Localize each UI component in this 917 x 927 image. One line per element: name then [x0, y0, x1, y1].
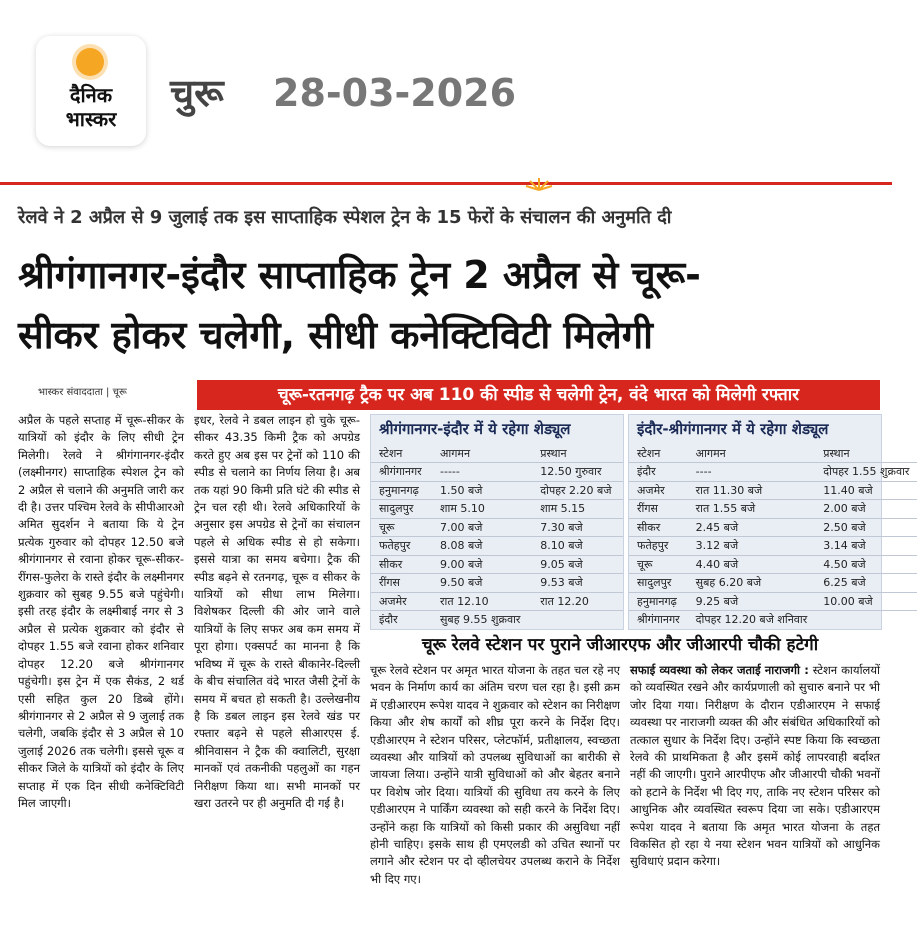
arrival-cell: 1.50 बजे: [432, 481, 532, 500]
station-cell: इंदौर: [629, 463, 688, 482]
arrival-cell: 4.40 बजे: [688, 555, 816, 574]
departure-cell: 6.25 बजे: [815, 574, 917, 593]
table-row: [629, 463, 917, 482]
station-cell: चूरू: [629, 555, 688, 574]
table-row: [629, 574, 917, 593]
article-column-4-text: स्टेशन कार्यालयों को व्यवस्थित रखने और कार्यप्रणाली को सुचारु बनाने पर भी जोर दिया गया। निरीक्षण के दौरान एडीआरएम ने सफाई व्यवस्था पर नाराजगी व्यक्त की और संबंधित अधिकारियों को तत्काल सुधार के निर्देश दिए। उन्होंने स्पष्ट किया कि स्वच्छता रेलवे की प्राथमिकता है और इसमें कोई लापरवाही बर्दाश्त नहीं की जाएगी। पुराने आरपीएफ और जीआरपी चौकी भवनों को हटाने के निर्देश भी दिए गए, ताकि नए स्टेशन परिसर को आधुनिक और व्यवस्थित स्वरूप दिया जा सके। एडीआरएम रूपेश यादव ने बताया कि अमृत भारत योजना के तहत विकसित हो रहा ये नया स्टेशन भवन यात्रियों को आधुनिक सुविधाएं प्रदान करेगा।: [630, 663, 880, 869]
departure-cell: दोपहर 1.55 शुक्रवार: [815, 463, 917, 482]
station-cell: रींगस: [629, 500, 688, 519]
departure-cell: [815, 611, 917, 629]
table-row: [371, 481, 623, 500]
arrival-cell: 8.08 बजे: [432, 537, 532, 556]
station-cell: सीकर: [371, 555, 432, 574]
table-row: [629, 518, 917, 537]
table-row: [371, 500, 623, 519]
table-row: [371, 537, 623, 556]
station-cell: इंदौर: [371, 611, 432, 629]
logo-text-line1: दैनिक: [69, 83, 113, 107]
table-row: [371, 555, 623, 574]
col-header-station: स्टेशन: [637, 447, 661, 460]
table-row: [371, 592, 623, 611]
headline-line-1: श्रीगंगानगर-इंदौर साप्ताहिक ट्रेन 2 अप्रैल से चूरू-: [18, 253, 701, 297]
arrival-cell: 9.25 बजे: [688, 592, 816, 611]
station-cell: अजमेर: [629, 481, 688, 500]
arrival-cell: ----: [688, 463, 816, 482]
arrival-cell: -----: [432, 463, 532, 482]
app-header: [0, 0, 892, 180]
table-row: [371, 611, 623, 629]
article-byline: भास्कर संवाददाता | चूरू: [38, 387, 127, 398]
departure-cell: शाम 5.15: [532, 500, 623, 519]
col-header-arrival: आगमन: [440, 447, 471, 460]
departure-cell: [532, 611, 623, 629]
departure-cell: 8.10 बजे: [532, 537, 623, 556]
article-column-1: अप्रैल के पहले सप्ताह में चूरू-सीकर के यात्रियों को इंदौर के लिए सीधी ट्रेन मिलेगी। रेलवे ने श्रीगंगानगर-इंदौर (लक्ष्मीनगर) साप्ताहिक स्पेशल ट्रेन को 2 अप्रैल से चलाने की अनुमति जारी कर दी है। उत्तर पश्चिम रेलवे के सीपीआरओ अमित सुदर्शन ने बताया कि ये ट्रेन प्रत्येक गुरुवार को दोपहर 12.50 बजे श्रीगंगानगर से रवाना होकर चूरू-सीकर-रींगस-फुलेरा के रास्ते इंदौर के लक्ष्मीनगर शुक्रवार को सुबह 9.55 बजे पहुंचेगी। इसी तरह इंदौर के लक्ष्मीबाई नगर से 3 अप्रैल से प्रत्येक शुक्रवार को इंदौर से दोपहर 1.55 बजे रवाना होकर शनिवार दोपहर 12.20 बजे श्रीगंगानगर पहुंचेगी। इस ट्रेन में एक सैकंड, 2 थर्ड एसी सहित कुल 20 डिब्बे होंगे। श्रीगंगानगर से 2 अप्रैल से 9 जुलाई तक चलेगी, जबकि इंदौर से 3 अप्रैल से 10 जुलाई 2026 तक चलेगी। इससे चूरू व सीकर जिले के यात्रियों को इंदौर के लिए सप्ताह में एक दिन सीधी कनेक्टिविटी मिल जाएगी।: [18, 413, 184, 810]
departure-cell: 11.40 बजे: [815, 481, 917, 500]
header-divider: [0, 182, 892, 185]
article-column-4: [630, 662, 880, 912]
article-column-2: इधर, रेलवे ने डबल लाइन हो चुके चूरू-सीकर 43.35 किमी ट्रैक को अपग्रेड करते हुए अब इस पर ट्रेनों को 110 की स्पीड से चलाने का निर्णय लिया है। अब तक यहां 90 किमी प्रति घंटे की स्पीड से ट्रेन चल रही थी। रेलवे अधिकारियों के अनुसार इस अपग्रेड से ट्रेनों का संचालन पहले से अधिक स्पीड से हो सकेगा। इससे यात्रा का समय बचेगा। ट्रैक की स्पीड बढ़ने से रतनगढ़, चूरू व सीकर के यात्रियों को सीधा लाभ मिलेगा। विशेषकर दिल्ली की ओर जाने वाले यात्रियों के लिए सफर अब कम समय में पूरा होगा। एक्सपर्ट का मानना है कि भविष्य में चूरू के रास्ते बीकानेर-दिल्ली के बीच संचालित वंदे भारत जैसी ट्रेनों के समय में बचत हो सकती है। उल्लेखनीय है कि डबल लाइन इस रेलवे खंड पर रफ्तार बढ़ने से पहले सीआरएस ई. श्रीनिवासन ने ट्रैक की क्वालिटी, सुरक्षा मानकों एवं तकनीकी पहलुओं का गहन निरीक्षण किया था। सभी मानकों पर खरा उतरने पर ही अनुमति दी गई है।: [194, 413, 360, 810]
sub-banner: चूरू-रतनगढ़ ट्रैक पर अब 110 की स्पीड से चलेगी ट्रेन, वंदे भारत को मिलेगी रफ्तार: [197, 380, 880, 410]
edition-city: चुरू: [170, 71, 224, 115]
arrival-cell: 9.00 बजे: [432, 555, 532, 574]
departure-cell: रात 12.20: [532, 592, 623, 611]
station-cell: फतेहपुर: [371, 537, 432, 556]
arrival-cell: 3.12 बजे: [688, 537, 816, 556]
col-header-departure: प्रस्थान: [540, 447, 567, 460]
schedule-table-title: इंदौर-श्रीगंगानगर में ये रहेगा शेड्यूल: [637, 420, 829, 438]
departure-cell: दोपहर 2.20 बजे: [532, 481, 623, 500]
arrival-cell: रात 11.30 बजे: [688, 481, 816, 500]
col-header-station: स्टेशन: [379, 447, 403, 460]
col-header-arrival: आगमन: [695, 447, 726, 460]
departure-cell: 4.50 बजे: [815, 555, 917, 574]
schedule-table-indore-ganganagar: [628, 414, 910, 630]
article-kicker: रेलवे ने 2 अप्रैल से 9 जुलाई तक इस साप्ताहिक स्पेशल ट्रेन के 15 फेरों के संचालन की अनुमति दी: [18, 207, 672, 228]
arrival-cell: रात 1.55 बजे: [688, 500, 816, 519]
table-row: [371, 574, 623, 593]
table-row: [629, 592, 917, 611]
station-cell: फतेहपुर: [629, 537, 688, 556]
station-cell: हनुमानगढ़: [371, 481, 432, 500]
table-row: [371, 518, 623, 537]
sun-rays-icon: [524, 176, 554, 190]
arrival-cell: दोपहर 12.20 बजे शनिवार: [688, 611, 816, 629]
departure-cell: 2.00 बजे: [815, 500, 917, 519]
table-row: [629, 481, 917, 500]
table-row: [371, 463, 623, 482]
departure-cell: 3.14 बजे: [815, 537, 917, 556]
station-cell: श्रीगंगानगर: [371, 463, 432, 482]
departure-cell: 2.50 बजे: [815, 518, 917, 537]
col-header-departure: प्रस्थान: [823, 447, 850, 460]
arrival-cell: सुबह 6.20 बजे: [688, 574, 816, 593]
arrival-cell: 7.00 बजे: [432, 518, 532, 537]
departure-cell: 9.53 बजे: [532, 574, 623, 593]
station-cell: सादुलपुर: [629, 574, 688, 593]
station-cell: अजमेर: [371, 592, 432, 611]
departure-cell: 12.50 गुरुवार: [532, 463, 623, 482]
station-cell: सीकर: [629, 518, 688, 537]
edition-date: 28-03-2026: [273, 71, 517, 115]
departure-cell: 7.30 बजे: [532, 518, 623, 537]
schedule-table-title: श्रीगंगानगर-इंदौर में ये रहेगा शेड्यूल: [379, 420, 571, 438]
table-row: [629, 537, 917, 556]
departure-cell: 10.00 बजे: [815, 592, 917, 611]
station-cell: रींगस: [371, 574, 432, 593]
dainik-bhaskar-logo[interactable]: [36, 36, 146, 146]
station-cell: सादुलपुर: [371, 500, 432, 519]
station-cell: हनुमानगढ़: [629, 592, 688, 611]
arrival-cell: 2.45 बजे: [688, 518, 816, 537]
table-row: [629, 500, 917, 519]
departure-cell: 9.05 बजे: [532, 555, 623, 574]
schedule-table-ganganagar-indore: [370, 414, 624, 630]
table-row: [629, 611, 917, 629]
article-column-3: चूरू रेलवे स्टेशन पर अमृत भारत योजना के तहत चल रहे नए भवन के निर्माण कार्य का अंतिम चरण चल रहा है। इसी क्रम में एडीआरएम रूपेश यादव ने शुक्रवार को स्टेशन का निरीक्षण किया और शेष कार्यों को शीघ्र पूरा करने के निर्देश दिए। एडीआरएम ने स्टेशन परिसर, प्लेटफॉर्म, प्रतीक्षालय, स्वच्छता व्यवस्था और यात्रियों को उपलब्ध सुविधाओं का बारीकी से जायजा लिया। उन्होंने यात्री सुविधाओं को और बेहतर बनाने पर विशेष जोर दिया। यात्रियों की सुविधा तय करने के लिए एडीआरएम ने पार्किंग व्यवस्था को सही करने के निर्देश दिए। उन्होंने कहा कि यात्रियों को किसी प्रकार की असुविधा नहीं होनी चाहिए। इसके साथ ही एमएलडी को उचित स्थानों पर लगाने और स्टेशन पर दो व्हीलचेयर उपलब्ध कराने के निर्देश भी दिए गए।: [370, 663, 620, 886]
second-subheadline: चूरू रेलवे स्टेशन पर पुराने जीआरएफ और जीआरपी चौकी हटेगी: [421, 635, 819, 655]
section-subhead: सफाई व्यवस्था को लेकर जताई नाराजगी :: [630, 663, 809, 677]
article-headline: [18, 245, 878, 365]
arrival-cell: शाम 5.10: [432, 500, 532, 519]
station-cell: श्रीगंगानगर: [629, 611, 688, 629]
sun-logo-icon: [76, 48, 104, 76]
station-cell: चूरू: [371, 518, 432, 537]
table-row: [629, 555, 917, 574]
arrival-cell: रात 12.10: [432, 592, 532, 611]
arrival-cell: सुबह 9.55 शुक्रवार: [432, 611, 532, 629]
arrival-cell: 9.50 बजे: [432, 574, 532, 593]
headline-line-2: सीकर होकर चलेगी, सीधी कनेक्टिविटी मिलेगी: [18, 313, 653, 357]
logo-text-line2: भास्कर: [65, 107, 117, 131]
